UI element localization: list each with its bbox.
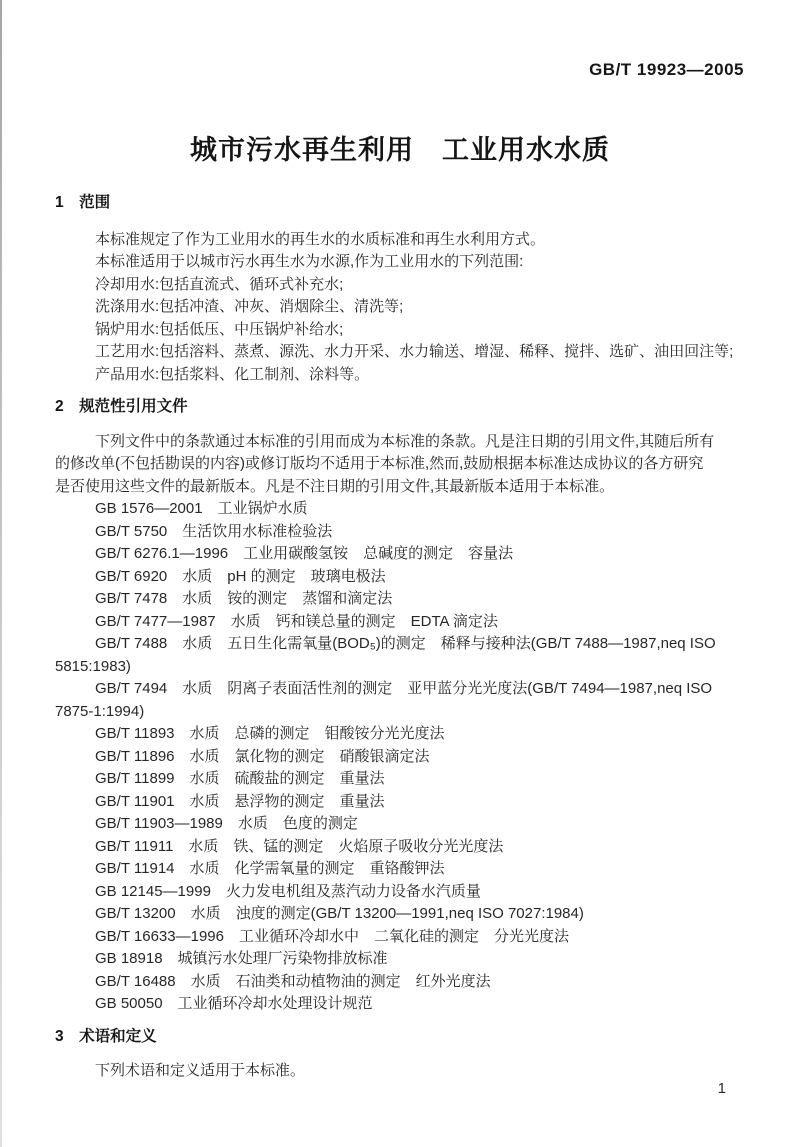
reference-list [55, 498, 784, 1016]
paragraph-line: 是否使用这些文件的最新版本。凡是不注日期的引用文件,其最新版本适用于本标准。 [55, 477, 615, 495]
reference-line: GB/T 11901 水质 悬浮物的测定 重量法 [95, 792, 385, 810]
scan-edge-line [0, 0, 2, 1147]
reference-line: GB 50050 工业循环冷却水处理设计规范 [95, 995, 373, 1012]
normative-references-paragraph [55, 431, 784, 499]
reference-line: GB/T 11903—1989 水质 色度的测定 [95, 815, 358, 832]
section-heading-normative-references: 2 规范性引用文件 [55, 398, 188, 415]
section-heading-terms: 3 术语和定义 [55, 1027, 157, 1045]
reference-line: GB/T 16488 水质 石油类和动植物油的测定 红外光度法 [95, 972, 491, 990]
scope-line: 冷却用水:包括直流式、循环式补充水; [95, 275, 344, 293]
scope-line: 工艺用水:包括溶料、蒸煮、源洗、水力开采、水力输送、增湿、稀释、搅拌、选矿、油田回注等; [95, 343, 734, 360]
reference-line: GB/T 7478 水质 铵的测定 蒸馏和滴定法 [95, 590, 393, 607]
reference-line: 7875-1:1994) [55, 702, 145, 720]
reference-line: GB 1576—2001 工业锅炉水质 [95, 500, 308, 517]
section-heading-scope: 1 范围 [55, 194, 111, 211]
reference-line: GB/T 6276.1—1996 工业用碳酸氢铵 总碱度的测定 容量法 [95, 545, 514, 562]
reference-line: GB/T 11893 水质 总磷的测定 钼酸铵分光光度法 [95, 725, 445, 742]
scope-line: 产品用水:包括浆料、化工制剂、涂料等。 [95, 365, 370, 383]
reference-line: GB/T 7488 水质 五日生化需氧量(BOD₅)的测定 稀释与接种法(GB/T 7488—1987,neq ISO [95, 635, 716, 652]
scope-lines [55, 229, 784, 387]
scope-line: 洗涤用水:包括冲渣、冲灰、消烟除尘、清洗等; [95, 298, 404, 315]
page-number: 1 [717, 1080, 726, 1097]
reference-line: GB/T 7477—1987 水质 钙和镁总量的测定 EDTA 滴定法 [95, 612, 498, 630]
document-title: 城市污水再生利用 工业用水水质 [190, 135, 610, 165]
paragraph-line: 下列文件中的条款通过本标准的引用而成为本标准的条款。凡是注日期的引用文件,其随后所有 [95, 432, 715, 450]
reference-line: GB/T 11896 水质 氯化物的测定 硝酸银滴定法 [95, 747, 430, 765]
scope-line: 本标准规定了作为工业用水的再生水的水质标准和再生水利用方式。 [95, 230, 546, 248]
reference-line: GB/T 5750 生活饮用水标准检验法 [95, 522, 333, 540]
terms-intro-line: 下列术语和定义适用于本标准。 [95, 1062, 306, 1079]
paragraph-line: 的修改单(不包括勘误的内容)或修订版均不适用于本标准,然而,鼓励根据本标准达成协议的各方研究 [55, 455, 704, 472]
reference-line: GB/T 11911 水质 铁、锰的测定 火焰原子吸收分光光度法 [95, 837, 504, 855]
document-body [55, 192, 784, 1083]
reference-line: GB/T 7494 水质 阴离子表面活性剂的测定 亚甲蓝分光光度法(GB/T 7494—1987,neq ISO [95, 680, 713, 697]
scope-line: 锅炉用水:包括低压、中压锅炉补给水; [95, 320, 344, 338]
reference-line: GB 12145—1999 火力发电机组及蒸汽动力设备水汽质量 [95, 882, 481, 900]
reference-line: GB/T 11899 水质 硫酸盐的测定 重量法 [95, 770, 385, 787]
standard-code: GB/T 19923—2005 [589, 60, 744, 79]
scope-line: 本标准适用于以城市污水再生水为水源,作为工业用水的下列范围: [95, 253, 524, 270]
reference-line: GB/T 6920 水质 pH 的测定 玻璃电极法 [95, 567, 386, 585]
reference-line: GB/T 11914 水质 化学需氧量的测定 重铬酸钾法 [95, 860, 445, 877]
reference-line: GB 18918 城镇污水处理厂污染物排放标准 [95, 950, 388, 967]
reference-line: GB/T 16633—1996 工业循环冷却水中 二氧化硅的测定 分光光度法 [95, 927, 569, 945]
reference-line: 5815:1983) [55, 657, 131, 675]
reference-line: GB/T 13200 水质 浊度的测定(GB/T 13200—1991,neq ISO 7027:1984) [95, 905, 584, 922]
